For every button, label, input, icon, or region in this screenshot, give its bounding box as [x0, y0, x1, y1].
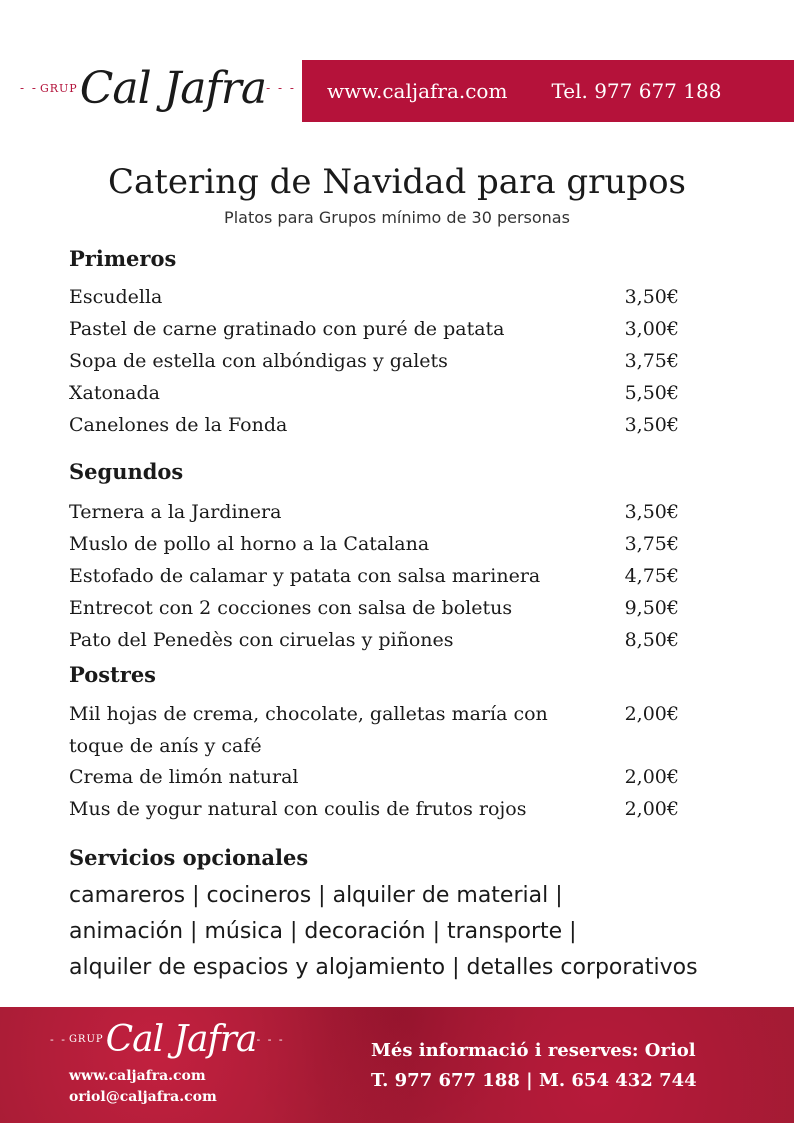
menu-item: [69, 528, 679, 560]
section-title-servicios: Servicios opcionales: [69, 845, 309, 870]
menu-item-name: Mus de yogur natural con coulis de frutos rojos: [69, 798, 527, 820]
menu-item-price: 4,75€: [624, 565, 679, 587]
menu-item-price: 8,50€: [624, 629, 679, 651]
menu-item-price: 3,00€: [624, 318, 679, 340]
menu-item-name: Crema de limón natural: [69, 766, 299, 788]
page-subtitle: Platos para Grupos mínimo de 30 personas: [224, 208, 570, 227]
logo-grup: GRUP: [68, 1034, 104, 1045]
menu-item: [69, 793, 679, 825]
menu-item-name: Pastel de carne gratinado con puré de patata: [69, 318, 505, 340]
menu-item-name: Ternera a la Jardinera: [69, 501, 282, 523]
page-title: Catering de Navidad para grupos: [107, 162, 687, 202]
menu-item: [69, 560, 679, 592]
menu-item-price: 2,00€: [624, 703, 679, 725]
menu-item-price: 3,50€: [624, 414, 679, 436]
services-line: camareros | cocineros | alquiler de material |: [69, 883, 563, 908]
menu-item: [69, 409, 679, 441]
menu-item-name: Canelones de la Fonda: [69, 414, 288, 436]
header-band: [302, 60, 794, 122]
menu-item-name: Mil hojas de crema, chocolate, galletas maría con toque de anís y café: [69, 703, 548, 757]
section-title-primeros: Primeros: [69, 246, 177, 271]
footer-website-link[interactable]: www.caljafra.com: [69, 1068, 206, 1084]
menu-item-price: 3,75€: [624, 533, 679, 555]
section-title-segundos: Segundos: [69, 459, 184, 484]
menu-item: [69, 496, 679, 528]
logo-dash-left: - -: [50, 1033, 67, 1046]
footer-phones: T. 977 677 188 | M. 654 432 744: [371, 1070, 697, 1091]
menu-item: [69, 592, 679, 624]
menu-item-name: Escudella: [69, 286, 163, 308]
brand-logo: [20, 58, 296, 118]
menu-item-name: Pato del Penedès con ciruelas y piñones: [69, 629, 454, 651]
header-phone: Tel. 977 677 188: [551, 79, 722, 103]
logo-grup: GRUP: [39, 81, 78, 95]
menu-item: [69, 761, 679, 793]
menu-item: [69, 377, 679, 409]
footer-info: Més informació i reserves: Oriol: [371, 1040, 696, 1061]
logo-name: Cal Jafra: [105, 1019, 257, 1060]
footer-email-link[interactable]: oriol@caljafra.com: [69, 1089, 217, 1105]
logo-dash-right: - - -: [266, 81, 296, 95]
menu-item-price: 3,75€: [624, 350, 679, 372]
menu-item: [69, 345, 679, 377]
menu-item-name: Estofado de calamar y patata con salsa marinera: [69, 565, 541, 587]
menu-item: [69, 698, 679, 762]
menu-item-name: Sopa de estella con albóndigas y galets: [69, 350, 448, 372]
menu-item-name: Xatonada: [69, 382, 160, 404]
section-title-postres: Postres: [69, 662, 157, 687]
logo-dash-left: - -: [20, 81, 38, 95]
services-line: alquiler de espacios y alojamiento | detalles corporativos: [69, 955, 698, 980]
menu-item: [69, 281, 679, 313]
services-line: animación | música | decoración | transporte |: [69, 919, 577, 944]
menu-item-price: 9,50€: [624, 597, 679, 619]
logo-name: Cal Jafra: [79, 62, 267, 114]
menu-item-price: 3,50€: [624, 286, 679, 308]
menu-item-name: Muslo de pollo al horno a la Catalana: [69, 533, 430, 555]
menu-item-price: 2,00€: [624, 798, 679, 820]
menu-item-price: 2,00€: [624, 766, 679, 788]
footer-logo: [50, 1019, 285, 1060]
header-website-link[interactable]: www.caljafra.com: [327, 79, 508, 103]
menu-item-price: 5,50€: [624, 382, 679, 404]
services-list: [69, 878, 769, 986]
menu-item: [69, 624, 679, 656]
menu-item-price: 3,50€: [624, 501, 679, 523]
menu-item: [69, 313, 679, 345]
footer: [0, 1007, 794, 1123]
logo-dash-right: - - -: [256, 1033, 285, 1046]
menu-item-name: Entrecot con 2 cocciones con salsa de boletus: [69, 597, 513, 619]
